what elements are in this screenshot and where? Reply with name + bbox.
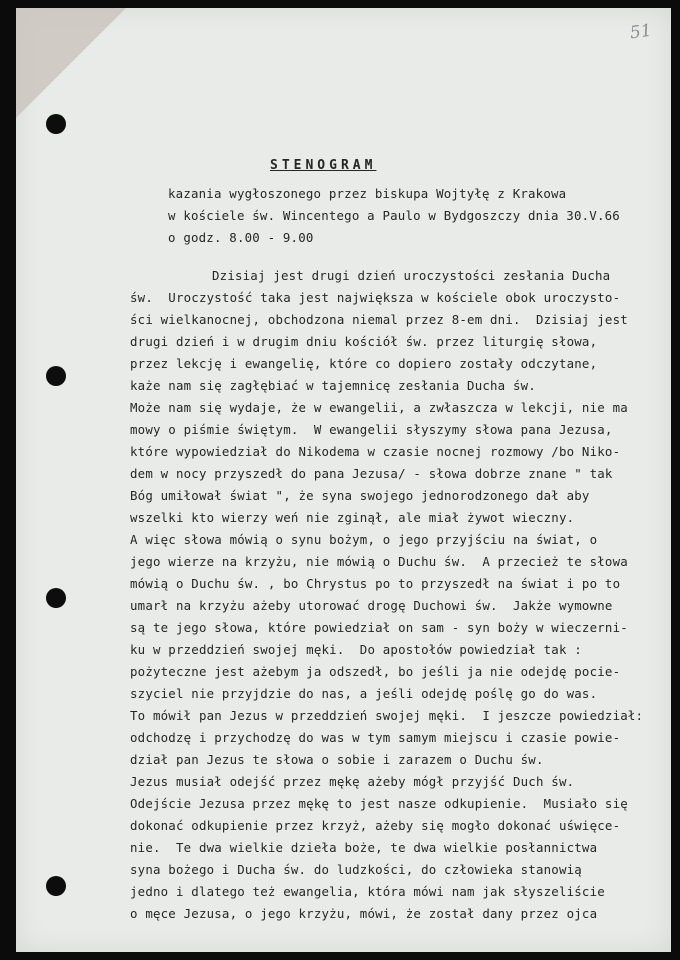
body-line: każe nam się zagłębiać w tajemnicę zesłania Ducha św. — [130, 378, 536, 393]
header-line: o godz. 8.00 - 9.00 — [168, 230, 314, 245]
body-line: są te jego słowa, które powiedział on sam - syn boży w wieczerni- — [130, 620, 628, 635]
body-line: wszelki kto wierzy weń nie zginął, ale miał żywot wieczny. — [130, 510, 575, 525]
body-line: Jezus musiał odejść przez mękę ażeby mógł przyjść Duch św. — [130, 774, 575, 789]
header-line: kazania wygłoszonego przez biskupa Wojtyłę z Krakowa — [168, 186, 567, 201]
body-line: dokonać odkupienie przez krzyż, ażeby się mogło dokonać uświęce- — [130, 818, 621, 833]
body-line: jego wierze na krzyżu, nie mówią o Duchu św. A przecież te słowa — [130, 554, 628, 569]
body-line: To mówił pan Jezus w przeddzień swojej męki. I jeszcze powiedział: — [130, 708, 644, 723]
body-line: A więc słowa mówią o synu bożym, o jego przyjściu na świat, o — [130, 532, 598, 547]
body-line: szyciel nie przyjdzie do nas, a jeśli odejdę poślę go do was. — [130, 686, 598, 701]
body-line: dem w nocy przyszedł do pana Jezusa/ - słowa dobrze znane " tak — [130, 466, 613, 481]
body-line: dział pan Jezus te słowa o sobie i zarazem o Duchu św. — [130, 752, 544, 767]
body-line: św. Uroczystość taka jest największa w kościele obok uroczysto- — [130, 290, 621, 305]
body-line: ku w przeddzień swojej męki. Do apostołów powiedział tak : — [130, 642, 582, 657]
body-line: Może nam się wydaje, że w ewangelii, a zwłaszcza w lekcji, nie ma — [130, 400, 628, 415]
body-line: pożyteczne jest ażebym ja odszedł, bo jeśli ja nie odejdę pocie- — [130, 664, 621, 679]
body-line: ści wielkanocnej, obchodzona niemal przez 8-em dni. Dzisiaj jest — [130, 312, 628, 327]
handwritten-page-number: 51 — [628, 20, 653, 44]
body-line: mowy o piśmie świętym. W ewangelii słyszymy słowa pana Jezusa, — [130, 422, 613, 437]
body-line: drugi dzień i w drugim dniu kościół św. przez liturgię słowa, — [130, 334, 598, 349]
header-line: w kościele św. Wincentego a Paulo w Bydgoszczy dnia 30.V.66 — [168, 208, 620, 223]
body-line: jedno i dlatego też ewangelia, która mówi nam jak słyszeliście — [130, 884, 605, 899]
body-line: przez lekcję i ewangelię, które co dopiero zostały odczytane, — [130, 356, 598, 371]
body-line: Odejście Jezusa przez mękę to jest nasze odkupienie. Musiało się — [130, 796, 628, 811]
body-line: Dzisiaj jest drugi dzień uroczystości zesłania Ducha — [212, 268, 611, 283]
body-line: umarł na krzyżu ażeby utorować drogę Duchowi św. Jakże wymowne — [130, 598, 613, 613]
document-title: STENOGRAM — [270, 158, 377, 173]
body-line: odchodzę i przychodzę do was w tym samym miejscu i czasie powie- — [130, 730, 621, 745]
body-line: syna bożego i Ducha św. do ludzkości, do człowieka stanowią — [130, 862, 582, 877]
body-line: które wypowiedział do Nikodema w czasie nocnej rozmowy /bo Niko- — [130, 444, 621, 459]
body-line: Bóg umiłował świat ", że syna swojego jednorodzonego dał aby — [130, 488, 590, 503]
body-line: nie. Te dwa wielkie dzieła boże, te dwa wielkie posłannictwa — [130, 840, 598, 855]
body-line: mówią o Duchu św. , bo Chrystus po to przyszedł na świat i po to — [130, 576, 621, 591]
body-line: o męce Jezusa, o jego krzyżu, mówi, że został dany przez ojca — [130, 906, 598, 921]
